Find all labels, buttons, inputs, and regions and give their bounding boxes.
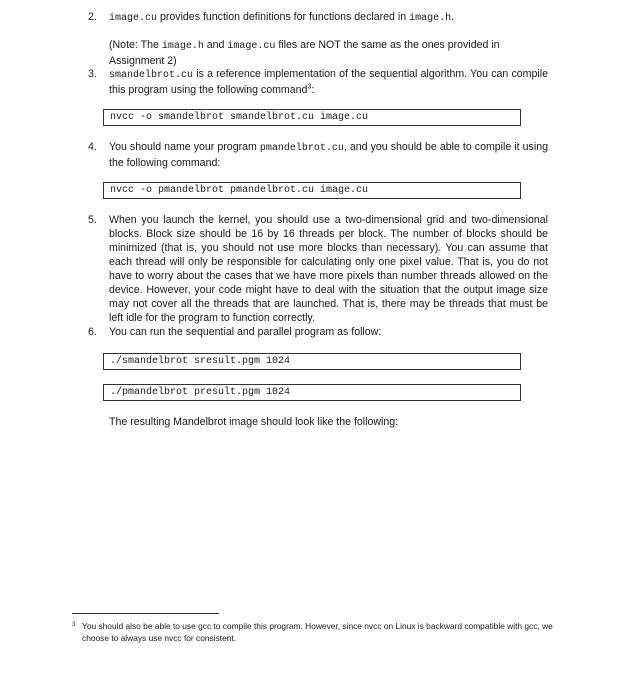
text-segment: , and you should be able to compile it using the following command: <box>109 141 548 169</box>
list-item-5 <box>88 213 548 325</box>
text-segment: You should name your program <box>109 141 260 153</box>
footnote-text: You should also be able to use gcc to compile this program. However, since nvcc on Linux is backward compatible with gcc, we choose to always use nvcc for consistent. <box>82 621 553 643</box>
inline-code: image.cu <box>109 13 158 24</box>
command-box-compile-seq[interactable]: nvcc -o smandelbrot smandelbrot.cu image.cu <box>103 109 521 126</box>
text-segment: files are NOT the same as the ones provided in Assignment 2) <box>109 39 500 67</box>
text-segment: provides function definitions for functions declared in <box>157 11 410 23</box>
footnote-ref[interactable]: 3 <box>307 83 312 91</box>
item-number: 2. <box>88 11 97 23</box>
item-number: 6. <box>88 326 97 338</box>
text-segment: and <box>203 39 228 51</box>
item-number: 5. <box>88 214 97 226</box>
inline-code: image.h <box>409 13 452 24</box>
inline-code: image.h <box>161 41 204 52</box>
inline-code: image.cu <box>227 41 276 52</box>
footnote-mark: 3 <box>72 622 76 628</box>
item-number: 3. <box>88 68 97 80</box>
footnote-divider <box>72 613 219 614</box>
item-number: 4. <box>88 141 97 153</box>
command-box-run-seq[interactable]: ./smandelbrot sresult.pgm 1024 <box>103 353 521 370</box>
text-segment: is a reference implementation of the sequential algorithm. You can compile this program using the following command <box>109 68 548 96</box>
item-text <box>109 140 548 170</box>
item-text <box>109 10 548 26</box>
footnote <box>72 621 562 644</box>
command-box-run-par[interactable]: ./pmandelbrot presult.pgm 1024 <box>103 384 521 401</box>
command-box-compile-par[interactable]: nvcc -o pmandelbrot pmandelbrot.cu image.cu <box>103 182 521 199</box>
text-segment: . <box>451 11 455 23</box>
inline-code: pmandelbrot.cu <box>259 143 344 154</box>
item-text: When you launch the kernel, you should use a two-dimensional grid and two-dimensional blocks. Block size should be 16 by 16 threads per block. The number of blocks should be minimized (that is, you should not use more blocks than necessary). You can assume that each thread will only be responsible for calculating only one pixel value. That is, you do not have to worry about the cases that we have more pixels than number threads allowed on the device. However, your code might have to deal with the situation that the output image size may not cover all the threads that are launched. That is, there may be threads that must be left idle for the program to function correctly. <box>109 214 548 324</box>
text-segment: : <box>311 84 315 96</box>
list-item-3 <box>88 67 548 97</box>
list-item-6 <box>88 325 548 339</box>
list-item-4 <box>88 140 548 170</box>
list-item-2 <box>88 10 548 26</box>
item-text <box>109 67 548 97</box>
result-paragraph: The resulting Mandelbrot image should look like the following: <box>109 416 399 428</box>
item-text: You can run the sequential and parallel program as follow: <box>109 326 382 338</box>
text-segment: (Note: The <box>109 39 162 51</box>
inline-code: smandelbrot.cu <box>109 70 194 81</box>
note-paragraph <box>109 38 549 68</box>
